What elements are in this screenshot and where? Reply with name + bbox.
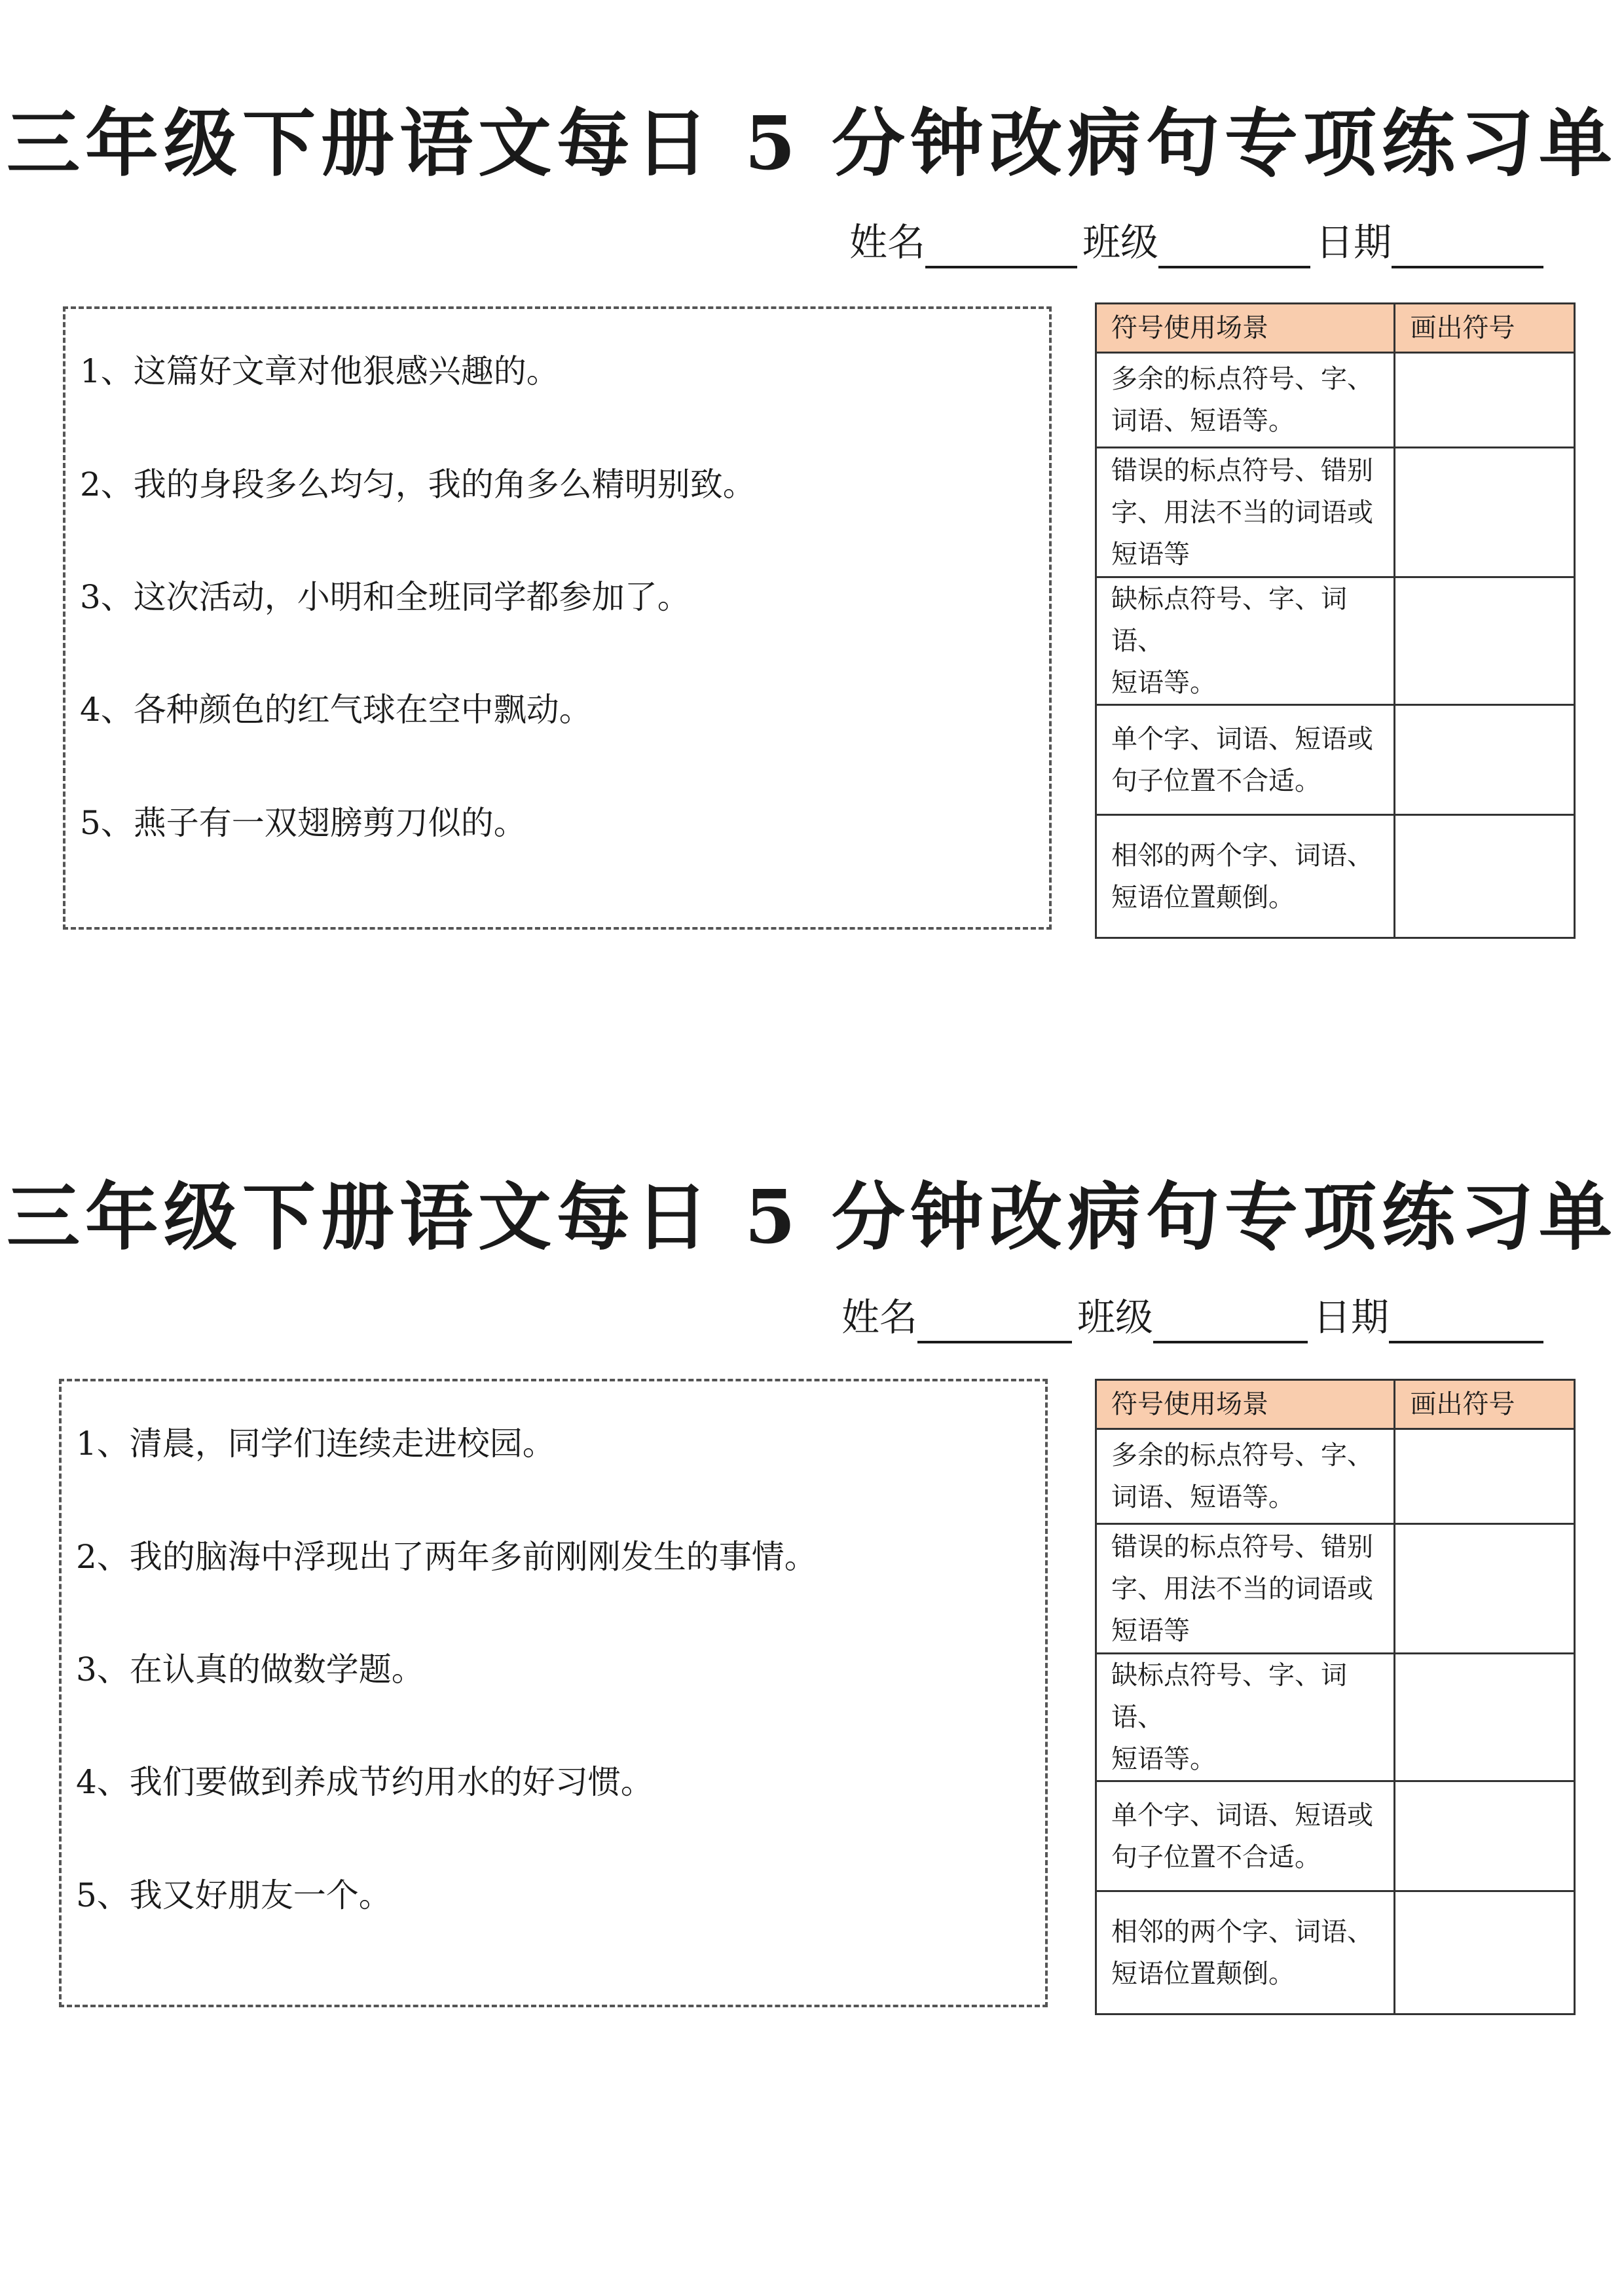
draw-symbol-cell[interactable] [1395,1654,1575,1781]
table-row [1096,1781,1575,1891]
scenario-line: 短语位置颠倒。 [1111,882,1295,913]
table-row [1096,577,1575,705]
scenario-line: 缺标点符号、字、词语、 [1111,1660,1347,1732]
table-row [1096,1429,1575,1524]
sentence-2: 2、我的身段多么均匀，我的角多么精明别致。 [80,465,756,503]
class-label: 班级 [1077,1295,1153,1339]
scenario-line: 相邻的两个字、词语、 [1111,840,1373,871]
class-label: 班级 [1082,220,1158,264]
sentence-4: 4、各种颜色的红气球在空中飘动。 [80,691,592,729]
sentence-4: 4、我们要做到养成节约用水的好习惯。 [76,1763,654,1801]
scenario-cell [1096,1524,1395,1654]
name-label: 姓名 [849,220,925,264]
symbol-reference-table [1095,302,1576,939]
student-info-row [849,216,1549,268]
scenario-cell [1096,1429,1395,1524]
name-label: 姓名 [841,1295,917,1339]
scenario-line: 相邻的两个字、词语、 [1111,1916,1373,1947]
sentence-3: 3、在认真的做数学题。 [76,1650,424,1688]
table-row [1096,1891,1575,2014]
scenario-column-header: 符号使用场景 [1096,304,1395,353]
scenario-line: 错误的标点符号、错别 [1111,455,1373,486]
scenario-line: 短语等。 [1111,1744,1216,1774]
date-field[interactable] [1392,224,1543,268]
scenario-line: 词语、短语等。 [1111,406,1295,436]
sentence-1: 1、这篇好文章对他狠感兴趣的。 [80,352,559,390]
class-field[interactable] [1158,224,1310,268]
scenario-line: 句子位置不合适。 [1111,765,1321,796]
symbol-column-header: 画出符号 [1395,304,1575,353]
worksheet-1 [0,0,1624,1061]
scenario-line: 短语等 [1111,1615,1190,1646]
table-row [1096,705,1575,815]
scenario-line: 字、用法不当的词语或 [1111,1573,1373,1604]
scenario-cell [1096,577,1395,705]
scenario-line: 词语、短语等。 [1111,1482,1295,1512]
scenario-line: 短语位置颠倒。 [1111,1958,1295,1989]
scenario-line: 字、用法不当的词语或 [1111,497,1373,528]
scenario-line: 错误的标点符号、错别 [1111,1531,1373,1562]
scenario-line: 单个字、词语、短语或 [1111,723,1373,754]
scenario-line: 多余的标点符号、字、 [1111,1440,1373,1470]
draw-symbol-cell[interactable] [1395,1891,1575,2014]
draw-symbol-cell[interactable] [1395,1524,1575,1654]
symbol-reference-table [1095,1379,1576,2015]
date-label: 日期 [1315,220,1392,264]
table-header-row [1096,304,1575,353]
scenario-line: 短语等。 [1111,668,1216,698]
student-info-row [841,1291,1549,1343]
sentence-1: 1、清晨，同学们连续走进校园。 [76,1425,555,1463]
draw-symbol-cell[interactable] [1395,577,1575,705]
table-row [1096,815,1575,938]
scenario-line: 单个字、词语、短语或 [1111,1800,1373,1831]
table-row [1096,353,1575,448]
draw-symbol-cell[interactable] [1395,353,1575,448]
sentence-5: 5、燕子有一双翅膀剪刀似的。 [80,804,526,842]
scenario-line: 缺标点符号、字、词语、 [1111,584,1347,656]
scenario-line: 短语等 [1111,539,1190,570]
draw-symbol-cell[interactable] [1395,448,1575,577]
sentence-5: 5、我又好朋友一个。 [76,1876,392,1914]
date-label: 日期 [1312,1295,1389,1339]
name-field[interactable] [917,1299,1072,1343]
sentence-box [59,1379,1048,2007]
sentence-3: 3、这次活动，小明和全班同学都参加了。 [80,578,690,616]
scenario-cell [1096,1891,1395,2014]
date-field[interactable] [1389,1299,1543,1343]
scenario-cell [1096,1781,1395,1891]
draw-symbol-cell[interactable] [1395,815,1575,938]
scenario-cell [1096,815,1395,938]
table-header-row [1096,1380,1575,1429]
table-row [1096,1654,1575,1781]
scenario-cell [1096,705,1395,815]
scenario-cell [1096,1654,1395,1781]
draw-symbol-cell[interactable] [1395,705,1575,815]
draw-symbol-cell[interactable] [1395,1429,1575,1524]
name-field[interactable] [925,224,1077,268]
table-row [1096,448,1575,577]
scenario-column-header: 符号使用场景 [1096,1380,1395,1429]
scenario-cell [1096,448,1395,577]
table-row [1096,1524,1575,1654]
sentence-box [63,306,1052,930]
scenario-line: 多余的标点符号、字、 [1111,364,1373,394]
symbol-column-header: 画出符号 [1395,1380,1575,1429]
scenario-cell [1096,353,1395,448]
sentence-2: 2、我的脑海中浮现出了两年多前刚刚发生的事情。 [76,1538,817,1576]
worksheet-title: 三年级下册语文每日 5 分钟改病句专项练习单 [7,1175,1617,1260]
worksheet-title: 三年级下册语文每日 5 分钟改病句专项练习单 [7,101,1617,187]
worksheet-2 [0,1074,1624,2134]
scenario-line: 句子位置不合适。 [1111,1842,1321,1872]
class-field[interactable] [1153,1299,1308,1343]
draw-symbol-cell[interactable] [1395,1781,1575,1891]
